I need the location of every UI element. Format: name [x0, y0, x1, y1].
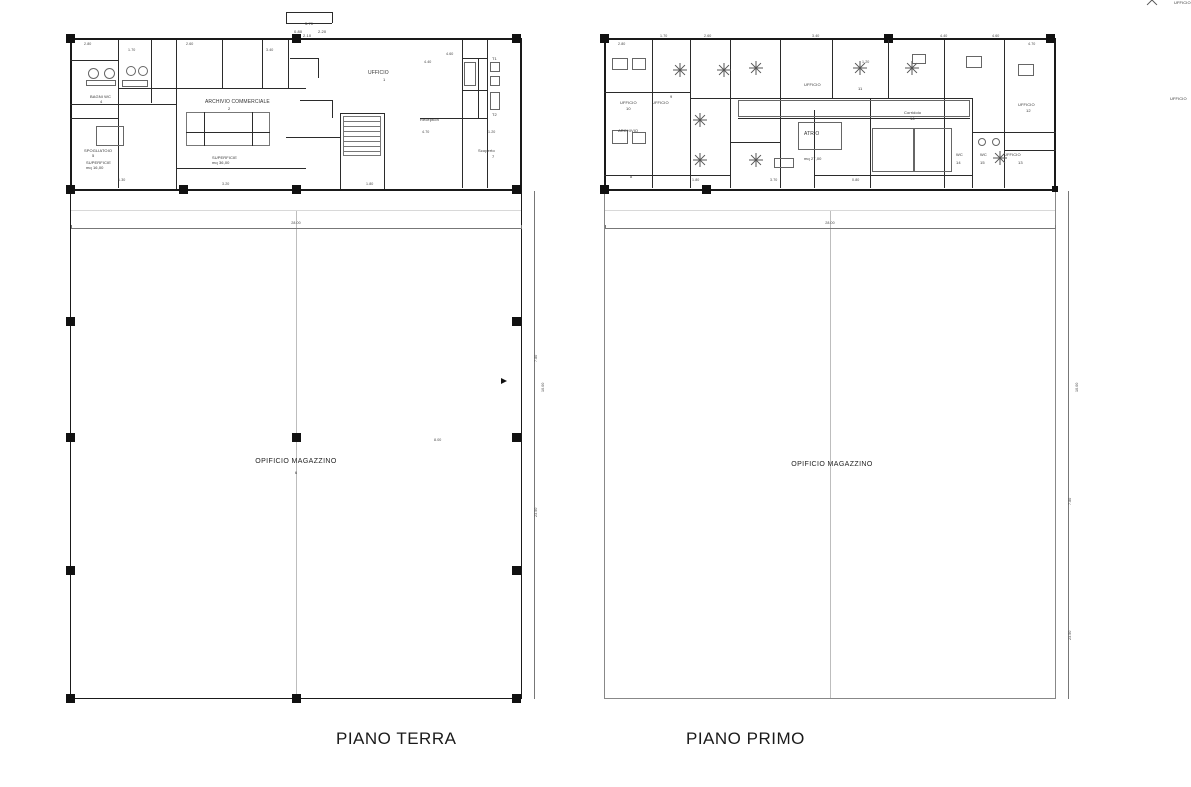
room-number-archive: 2	[228, 106, 231, 111]
desk-symbol	[692, 152, 708, 168]
dimension-tick	[605, 225, 606, 229]
room-label-corridor: Corridoio	[904, 110, 922, 115]
desk-symbol	[748, 60, 764, 76]
partition	[176, 88, 306, 89]
desk-symbol	[672, 62, 688, 78]
dimension-label: 4.70	[1028, 42, 1036, 46]
room-number-archive: 8	[630, 174, 633, 179]
dimension-label: 2.80	[84, 42, 92, 46]
pillar	[66, 185, 75, 194]
room-number-office: 1	[383, 77, 386, 82]
toilet-fixture	[104, 68, 115, 79]
dimension-label: 3.20	[222, 182, 230, 186]
sink-fixture	[126, 66, 136, 76]
first-bottom-wall	[604, 698, 1056, 699]
dimension-label-side: 23.50	[534, 507, 538, 517]
room-label-office: UFFICIO	[1170, 96, 1187, 101]
dimension-line-right	[534, 191, 535, 699]
partition	[1004, 150, 1056, 151]
partition	[340, 113, 384, 114]
room-note: SUPERFICIE mq 16,00	[86, 160, 112, 170]
reception-counter	[318, 58, 319, 78]
pillar	[292, 433, 301, 442]
dimension-label: 8.00	[434, 438, 442, 442]
furniture	[632, 58, 646, 70]
dimension-label: 1.70	[660, 34, 668, 38]
dimension-label: 1.80	[366, 182, 374, 186]
dimension-line	[605, 228, 1055, 229]
dimension-label-main: 28.00	[825, 221, 835, 225]
dimension-label-main: 28.00	[291, 221, 301, 225]
dimension-label: 1.30	[118, 178, 126, 182]
reception-counter	[290, 58, 318, 59]
room-number-corridor: 16	[910, 116, 915, 121]
partition	[814, 175, 972, 176]
partition	[738, 98, 972, 99]
pillar	[600, 185, 609, 194]
technical-unit	[464, 62, 476, 86]
partition	[70, 118, 118, 119]
stair-tread	[344, 146, 380, 147]
room-label-changing: SPOGLIATOIO	[84, 148, 113, 153]
pillar	[512, 566, 521, 575]
room-label-wc: BAGNI WC	[90, 94, 112, 99]
partition	[652, 40, 653, 188]
furniture	[738, 100, 970, 117]
locker-bench	[96, 126, 124, 146]
partition	[690, 40, 691, 188]
dimension-label-side: 10.00	[541, 382, 545, 392]
partition	[176, 40, 177, 189]
room-number-office-1: 10	[626, 106, 631, 111]
plan-ground-floor	[0, 0, 552, 787]
pillar	[1052, 186, 1058, 192]
partition	[888, 40, 889, 98]
partition	[151, 40, 152, 103]
partition	[462, 40, 463, 188]
room-label-atrio: ATRIO	[804, 131, 820, 137]
partition	[222, 40, 223, 88]
dimension-label: 1.80	[692, 178, 700, 182]
partition	[604, 175, 730, 176]
dimension-label: 2.20	[318, 29, 327, 34]
stair-tread	[344, 151, 380, 152]
stair-tread	[344, 121, 380, 122]
partition	[186, 132, 270, 133]
pillar	[512, 317, 521, 326]
dimension-label: 0.80	[294, 29, 303, 34]
stair-tread	[344, 126, 380, 127]
room-note: SUPERFICIE mq 36,00	[212, 155, 238, 165]
furniture	[632, 132, 646, 144]
room-note: mq 27,00	[804, 156, 822, 161]
dimension-label-side: 7.80	[534, 354, 538, 362]
partition	[972, 98, 973, 188]
room-label-archive: ARCHIVIO	[618, 128, 639, 133]
room-label-uncovered: Scoperto	[478, 148, 495, 153]
room-number-office-11: 11	[858, 86, 863, 91]
partition	[286, 137, 340, 138]
first-top-wall	[604, 38, 1056, 40]
room-number-wc: 4	[100, 99, 103, 104]
first-office-bottom-wall	[604, 189, 1056, 191]
partition	[972, 132, 1056, 133]
dimension-label: 4.70	[422, 130, 430, 134]
dimension-label: 1.20	[488, 130, 496, 134]
dimension-label: 4.60	[446, 52, 454, 56]
direction-arrow	[501, 378, 507, 384]
pillar	[292, 34, 301, 43]
technical-room-label: T1	[492, 56, 497, 61]
technical-unit	[490, 92, 500, 110]
room-label-office-10: UFFICIO	[1174, 0, 1191, 5]
partition	[288, 40, 289, 88]
partition	[738, 118, 970, 119]
room-label-office-11: UFFICIO	[804, 82, 821, 87]
room-label-office: UFFICIO	[368, 70, 389, 76]
shower-tray	[122, 80, 148, 87]
dimension-tick	[1055, 225, 1056, 229]
room-label-office-12: UFFICIO	[1018, 102, 1035, 107]
dimension-label: 1.70	[128, 48, 136, 52]
room-number-office-12: 12	[1026, 108, 1031, 113]
desk-symbol	[748, 152, 764, 168]
partition	[176, 168, 306, 169]
room-label-archive: ARCHIVIO COMMERCIALE	[205, 99, 270, 105]
dimension-label: 2.80	[618, 42, 626, 46]
plan-first-floor	[552, 0, 1191, 787]
partition-stall	[86, 80, 116, 86]
ground-right-wall-lower	[521, 191, 522, 699]
reception-counter	[332, 100, 333, 118]
technical-unit	[490, 62, 500, 72]
wc-fixture	[978, 138, 986, 146]
pillar	[1046, 34, 1055, 43]
ground-right-wall-upper	[520, 38, 522, 190]
canopy-line	[286, 12, 332, 13]
pillar	[66, 694, 75, 703]
partition	[262, 40, 263, 88]
toilet-fixture	[88, 68, 99, 79]
pillar	[179, 185, 188, 194]
wc-fixture	[992, 138, 1000, 146]
desk-symbol	[716, 62, 732, 78]
partition	[384, 113, 385, 189]
partition	[70, 60, 118, 61]
furniture	[774, 158, 794, 168]
partition	[118, 88, 176, 89]
pillar	[66, 433, 75, 442]
warehouse-number: 6	[294, 470, 298, 475]
dimension-label: 3.70	[304, 21, 314, 26]
dimension-label: 2.60	[186, 42, 194, 46]
partition	[204, 112, 205, 146]
desk-symbol	[692, 112, 708, 128]
dimension-label: 2.10	[303, 33, 312, 38]
pillar	[512, 185, 521, 194]
first-right-wall-upper	[1054, 38, 1056, 190]
furniture	[914, 128, 952, 172]
pillar	[512, 433, 521, 442]
dimension-label: 2.60	[704, 34, 712, 38]
dimension-line-right	[1068, 191, 1069, 699]
partition	[487, 40, 488, 188]
pillar	[292, 694, 301, 703]
dimension-line	[71, 228, 521, 229]
partition	[252, 112, 253, 146]
partition	[478, 58, 479, 118]
room-label-office-9: UFFICIO	[652, 100, 669, 105]
warehouse-label: OPIFICIO MAGAZZINO	[255, 458, 337, 465]
first-left-wall-upper	[604, 38, 606, 190]
room-number-wc-14: 14	[956, 160, 961, 165]
pillar	[600, 34, 609, 43]
stair-tread	[344, 136, 380, 137]
furniture	[872, 128, 914, 172]
room-label-wc-15: WC	[980, 152, 987, 157]
furniture	[1018, 64, 1034, 76]
first-left-wall-lower	[604, 191, 605, 699]
partition	[118, 40, 119, 188]
furniture	[612, 58, 628, 70]
canopy-line	[286, 12, 287, 23]
partition	[604, 92, 690, 93]
dimension-label: 4.60	[992, 34, 1000, 38]
technical-unit	[490, 76, 500, 86]
partition	[462, 90, 487, 91]
sink-fixture	[138, 66, 148, 76]
furniture	[912, 54, 926, 64]
dimension-label: 1.20	[862, 60, 870, 64]
dimension-label: 4.40	[940, 34, 948, 38]
room-label-reception: Reception	[420, 117, 439, 122]
pillar	[702, 185, 711, 194]
room-number-changing: 5	[92, 153, 95, 158]
pillar	[512, 694, 521, 703]
room-number-uncovered: 7	[492, 154, 495, 159]
warehouse-label: OPIFICIO MAGAZZINO	[791, 461, 873, 468]
pillar	[66, 566, 75, 575]
partition	[340, 113, 341, 189]
dimension-tick	[71, 225, 72, 229]
partition	[462, 58, 487, 59]
canopy-line	[332, 12, 333, 23]
pillar	[292, 185, 301, 194]
room-label-wc-14: WC	[956, 152, 963, 157]
plan-title-ground: PIANO TERRA	[336, 729, 457, 748]
dimension-label-side: 10.00	[1075, 382, 1079, 392]
pillar	[66, 317, 75, 326]
room-number-wc-15: 15	[980, 160, 985, 165]
dimension-label: 0.80	[852, 178, 860, 182]
reception-counter	[300, 100, 332, 101]
dimension-label: 3.70	[770, 178, 778, 182]
dimension-label: 3.40	[812, 34, 820, 38]
dimension-label-side: 23.50	[1068, 630, 1072, 640]
stair-tread	[344, 141, 380, 142]
archive-room-outline	[186, 112, 270, 146]
ground-floor-gridline-v	[296, 211, 297, 698]
technical-room-label: T2	[492, 112, 497, 117]
partition	[832, 40, 833, 98]
partition	[70, 104, 176, 105]
dimension-label-side: 7.80	[1068, 497, 1072, 505]
pillar	[66, 34, 75, 43]
plan-title-first: PIANO PRIMO	[686, 729, 805, 748]
partition	[730, 142, 780, 143]
first-right-wall-lower	[1055, 191, 1056, 699]
room-number-office-13: 13	[1018, 160, 1023, 165]
dimension-label: 4.40	[424, 60, 432, 64]
first-floor-gridline-v	[830, 211, 831, 698]
ground-left-wall-lower	[70, 191, 71, 699]
dimension-tick	[521, 225, 522, 229]
dimension-label: 3.40	[266, 48, 274, 52]
pillar	[512, 34, 521, 43]
room-number-office-9: 9	[670, 94, 673, 99]
room-label-office-13: UFFICIO	[1004, 152, 1021, 157]
stair-tread	[344, 131, 380, 132]
furniture	[966, 56, 982, 68]
room-label-office-1: UFFICIO	[620, 100, 637, 105]
